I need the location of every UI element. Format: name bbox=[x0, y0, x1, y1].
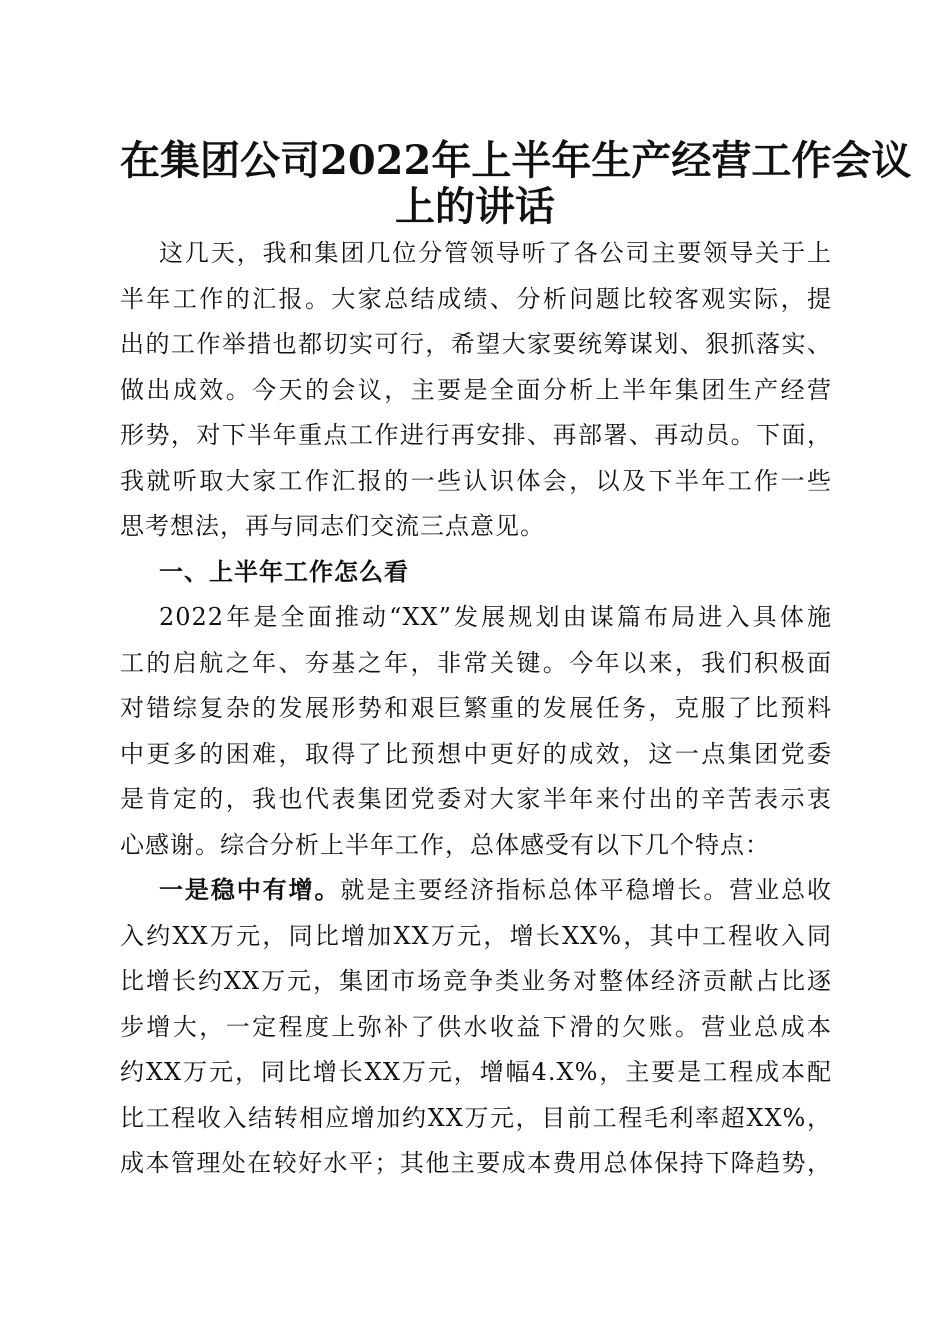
section-heading: 一、上半年工作怎么看 bbox=[159, 558, 409, 586]
paragraph-line: 形势，对下半年重点工作进行再安排、再部署、再动员。下面， bbox=[120, 421, 832, 449]
paragraph-line: 这几天，我和集团几位分管领导听了各公司主要领导关于上 bbox=[159, 239, 832, 267]
paragraph-line: 工的启航之年、夯基之年，非常关键。今年以来，我们积极面 bbox=[120, 649, 832, 677]
paragraph-line: 出的工作举措也都切实可行，希望大家要统筹谋划、狠抓落实、 bbox=[120, 330, 832, 358]
paragraph-line: 约XX万元，同比增长XX万元，增幅4.X%，主要是工程成本配 bbox=[120, 1058, 832, 1086]
paragraph-line: 半年工作的汇报。大家总结成绩、分析问题比较客观实际，提 bbox=[120, 285, 832, 313]
paragraph-line: 对错综复杂的发展形势和艰巨繁重的发展任务，克服了比预料 bbox=[120, 694, 832, 722]
paragraph-line: 比工程收入结转相应增加约XX万元，目前工程毛利率超XX%， bbox=[120, 1104, 832, 1132]
document-title-line-1: 在集团公司2022年上半年生产经营工作会议 bbox=[120, 137, 912, 184]
paragraph-line-rest: 就是主要经济指标总体平稳增长。营业总收 bbox=[340, 876, 833, 904]
paragraph-line: 步增大，一定程度上弥补了供水收益下滑的欠账。营业总成本 bbox=[120, 1013, 832, 1041]
paragraph-line: 思考想法，再与同志们交流三点意见。 bbox=[120, 512, 545, 540]
paragraph-line bbox=[159, 870, 832, 910]
paragraph-line: 是肯定的，我也代表集团党委对大家半年来付出的辛苦表示衷 bbox=[120, 785, 832, 813]
paragraph-line: 2022年是全面推动“XX”发展规划由谋篇布局进入具体施 bbox=[159, 603, 832, 631]
paragraph-line: 成本管理处在较好水平；其他主要成本费用总体保持下降趋势， bbox=[120, 1149, 832, 1177]
document-title-line-2: 上的讲话 bbox=[395, 183, 555, 230]
paragraph-lead-bold: 一是稳中有增。 bbox=[159, 876, 341, 904]
paragraph-line: 做出成效。今天的会议，主要是全面分析上半年集团生产经营 bbox=[120, 376, 832, 404]
paragraph-line: 入约XX万元，同比增加XX万元，增长XX%，其中工程收入同 bbox=[120, 922, 832, 950]
paragraph-line: 比增长约XX万元，集团市场竞争类业务对整体经济贡献占比逐 bbox=[120, 967, 832, 995]
paragraph-line: 心感谢。综合分析上半年工作，总体感受有以下几个特点： bbox=[120, 831, 770, 859]
paragraph-line: 我就听取大家工作汇报的一些认识体会，以及下半年工作一些 bbox=[120, 467, 832, 495]
paragraph-line: 中更多的困难，取得了比预想中更好的成效，这一点集团党委 bbox=[120, 740, 832, 768]
